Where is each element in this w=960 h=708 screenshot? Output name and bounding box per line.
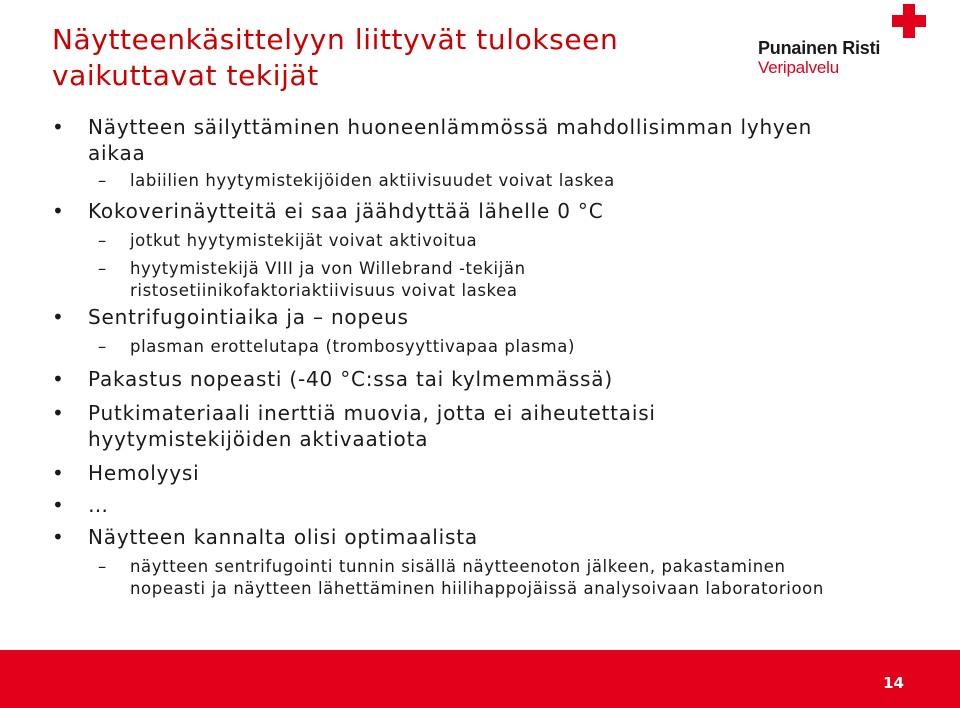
footer-bar (0, 650, 960, 708)
bullet-item (52, 400, 788, 452)
sub-bullet-text: plasman erottelutapa (trombosyyttivapaa plasma) (130, 337, 575, 356)
sub-bullet-item (52, 556, 850, 600)
dash-icon: – (98, 557, 107, 576)
bullet-icon: • (52, 115, 65, 139)
bullet-item (52, 524, 872, 550)
bullet-text: Hemolyysi (88, 461, 200, 485)
dash-icon: – (98, 337, 107, 356)
sub-bullet-item (52, 336, 872, 358)
bullet-icon: • (52, 367, 65, 391)
bullet-icon: • (52, 493, 65, 517)
bullet-item (52, 198, 872, 224)
bullet-text: Sentrifugointiaika ja – nopeus (88, 305, 409, 329)
dash-icon: – (98, 259, 107, 278)
bullet-item (52, 460, 872, 486)
title-line-1: Näytteenkäsittelyyn liittyvät tulokseen (52, 23, 619, 56)
bullet-item (52, 366, 872, 392)
bullet-icon: • (52, 525, 65, 549)
bullet-icon: • (52, 401, 65, 425)
red-cross-logo (758, 4, 958, 84)
logo-subtitle: Veripalvelu (758, 58, 839, 77)
bullet-text: Pakastus nopeasti (-40 °C:ssa tai kylmemmässä) (88, 367, 613, 391)
bullet-list (52, 114, 872, 600)
bullet-icon: • (52, 461, 65, 485)
bullet-item (52, 114, 872, 166)
bullet-icon: • (52, 199, 65, 223)
sub-bullet-text: labiilien hyytymistekijöiden aktiivisuudet voivat laskea (130, 171, 615, 190)
bullet-text: … (88, 493, 109, 517)
sub-bullet-item (52, 170, 872, 192)
slide-title (52, 22, 732, 94)
sub-bullet-item (52, 230, 872, 252)
sub-bullet-item (52, 258, 690, 302)
red-cross-icon (892, 4, 926, 38)
bullet-item (52, 304, 872, 330)
sub-bullet-text: näytteen sentrifugointi tunnin sisällä näytteenoton jälkeen, pakastaminen nopeasti ja näytteen lähettäminen hiilihappojäissä analysoivaan laboratorioon (130, 557, 824, 598)
bullet-text: Kokoverinäytteitä ei saa jäähdyttää lähelle 0 °C (88, 199, 604, 223)
bullet-text: Putkimateriaali inerttiä muovia, jotta ei aiheutettaisi hyytymistekijöiden aktivaatiota (88, 401, 656, 451)
sub-bullet-text: hyytymistekijä VIII ja von Willebrand -tekijän ristosetiinikofaktoriaktiivisuus voivat laskea (130, 259, 526, 300)
dash-icon: – (98, 171, 107, 190)
sub-bullet-text: jotkut hyytymistekijät voivat aktivoitua (130, 231, 478, 250)
bullet-icon: • (52, 305, 65, 329)
bullet-item (52, 492, 872, 518)
logo-name: Punainen Risti (758, 38, 881, 58)
title-line-2: vaikuttavat tekijät (52, 59, 319, 92)
dash-icon: – (98, 231, 107, 250)
bullet-text: Näytteen kannalta olisi optimaalista (88, 525, 478, 549)
bullet-text: Näytteen säilyttäminen huoneenlämmössä mahdollisimman lyhyen aikaa (88, 115, 813, 165)
page-number: 14 (883, 674, 904, 692)
